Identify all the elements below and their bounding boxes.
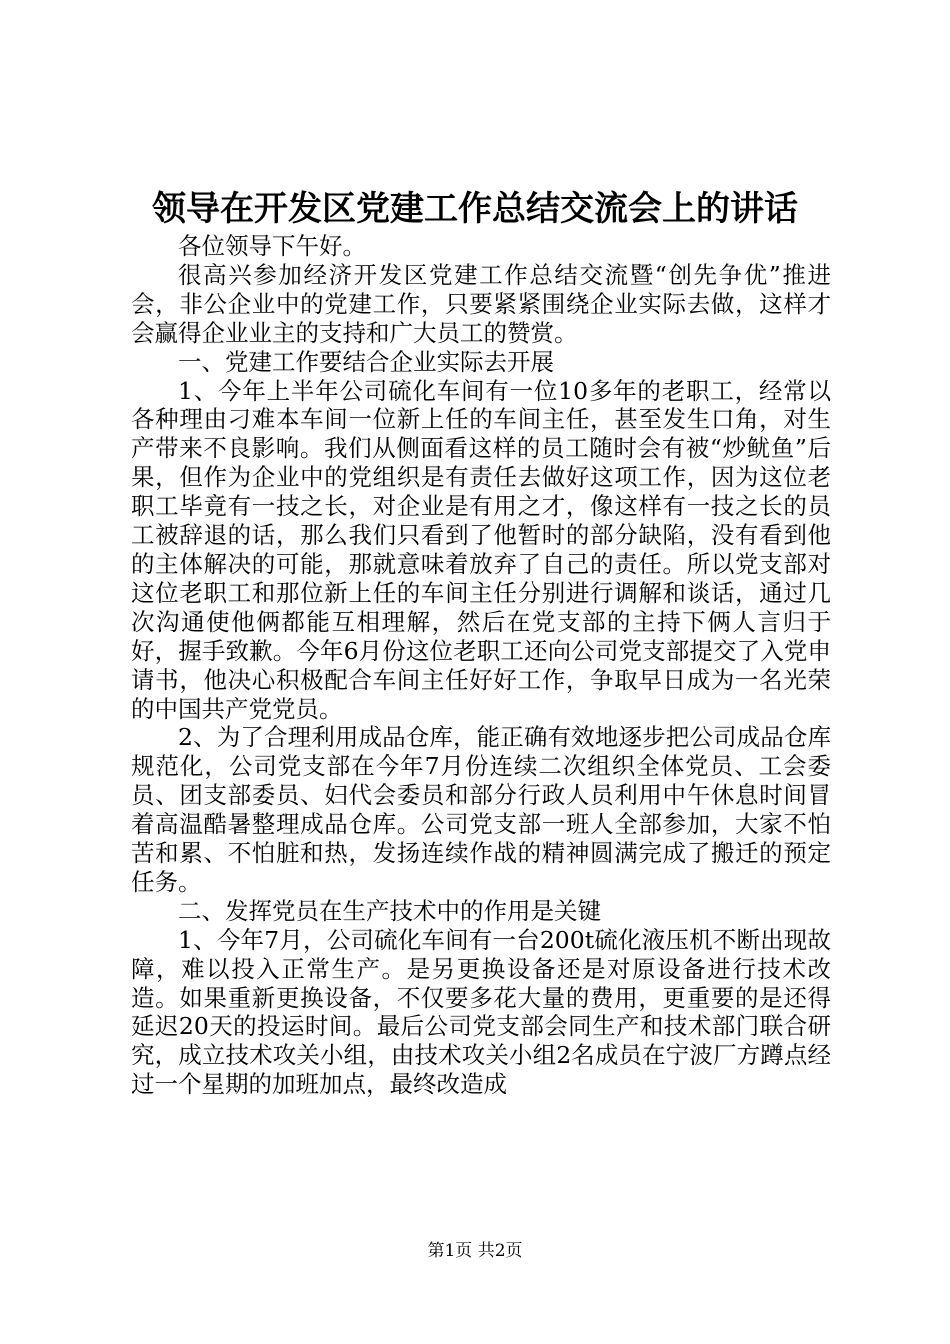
section-heading-1: 一、党建工作要结合企业实际去开展 [178,347,554,376]
paragraph-intro: 很高兴参加经济开发区党建工作总结交流暨“创先争优”推进会，非公企业中的党建工作，只要紧紧围绕企业实际去做，这样才会赢得企业业主的支持和广大员工的赞赏。 [131,260,831,347]
paragraph-2-1: 1、今年7月，公司硫化车间有一台200t硫化液压机不断出现故障，难以投入正常生产。是另更换设备还是对原设备进行技术改造。如果重新更换设备，不仅要多花大量的费用，更重要的是还得延迟20天的投运时间。最后公司党支部会同生产和技术部门联合研究，成立技术攻关小组，由技术攻关小组2名成员在宁波厂方蹲点经过一个星期的加班加点，最终改造成 [131,925,831,1099]
paragraph-1-2: 2、为了合理利用成品仓库，能正确有效地逐步把公司成品仓库规范化，公司党支部在今年7月份连续二次组织全体党员、工会委员、团支部委员、妇代会委员和部分行政人员利用中午休息时间冒着高温酷暑整理成品仓库。公司党支部一班人全部参加，大家不怕苦和累、不怕脏和热，发扬连续作战的精神圆满完成了搬迁的预定任务。 [131,723,831,896]
paragraph-1-1: 1、今年上半年公司硫化车间有一位10多年的老职工，经常以各种理由刁难本车间一位新上任的车间主任，甚至发生口角，对生产带来不良影响。我们从侧面看这样的员工随时会有被“炒鱿鱼”后果，但作为企业中的党组织是有责任去做好这项工作，因为这位老职工毕竟有一技之长，对企业是有用之才，像这样有一技之长的员工被辞退的话，那么我们只看到了他暂时的部分缺陷，没有看到他的主体解决的可能，那就意味着放弃了自己的责任。所以党支部对这位老职工和那位新上任的车间主任分别进行调解和谈话，通过几次沟通使他俩都能互相理解，然后在党支部的主持下俩人言归于好，握手致歉。今年6月份这位老职工还向公司党支部提交了入党申请书，他决心积极配合车间主任好好工作，争取早日成为一名光荣的中国共产党党员。 [131,376,831,723]
document-body [131,232,831,1099]
page-footer: 第1页 共2页 [427,1241,523,1261]
paragraph-greeting: 各位领导下午好。 [178,232,366,260]
page-title: 领导在开发区党建工作总结交流会上的讲话 [152,189,798,229]
section-heading-2: 二、发挥党员在生产技术中的作用是关键 [178,896,601,925]
